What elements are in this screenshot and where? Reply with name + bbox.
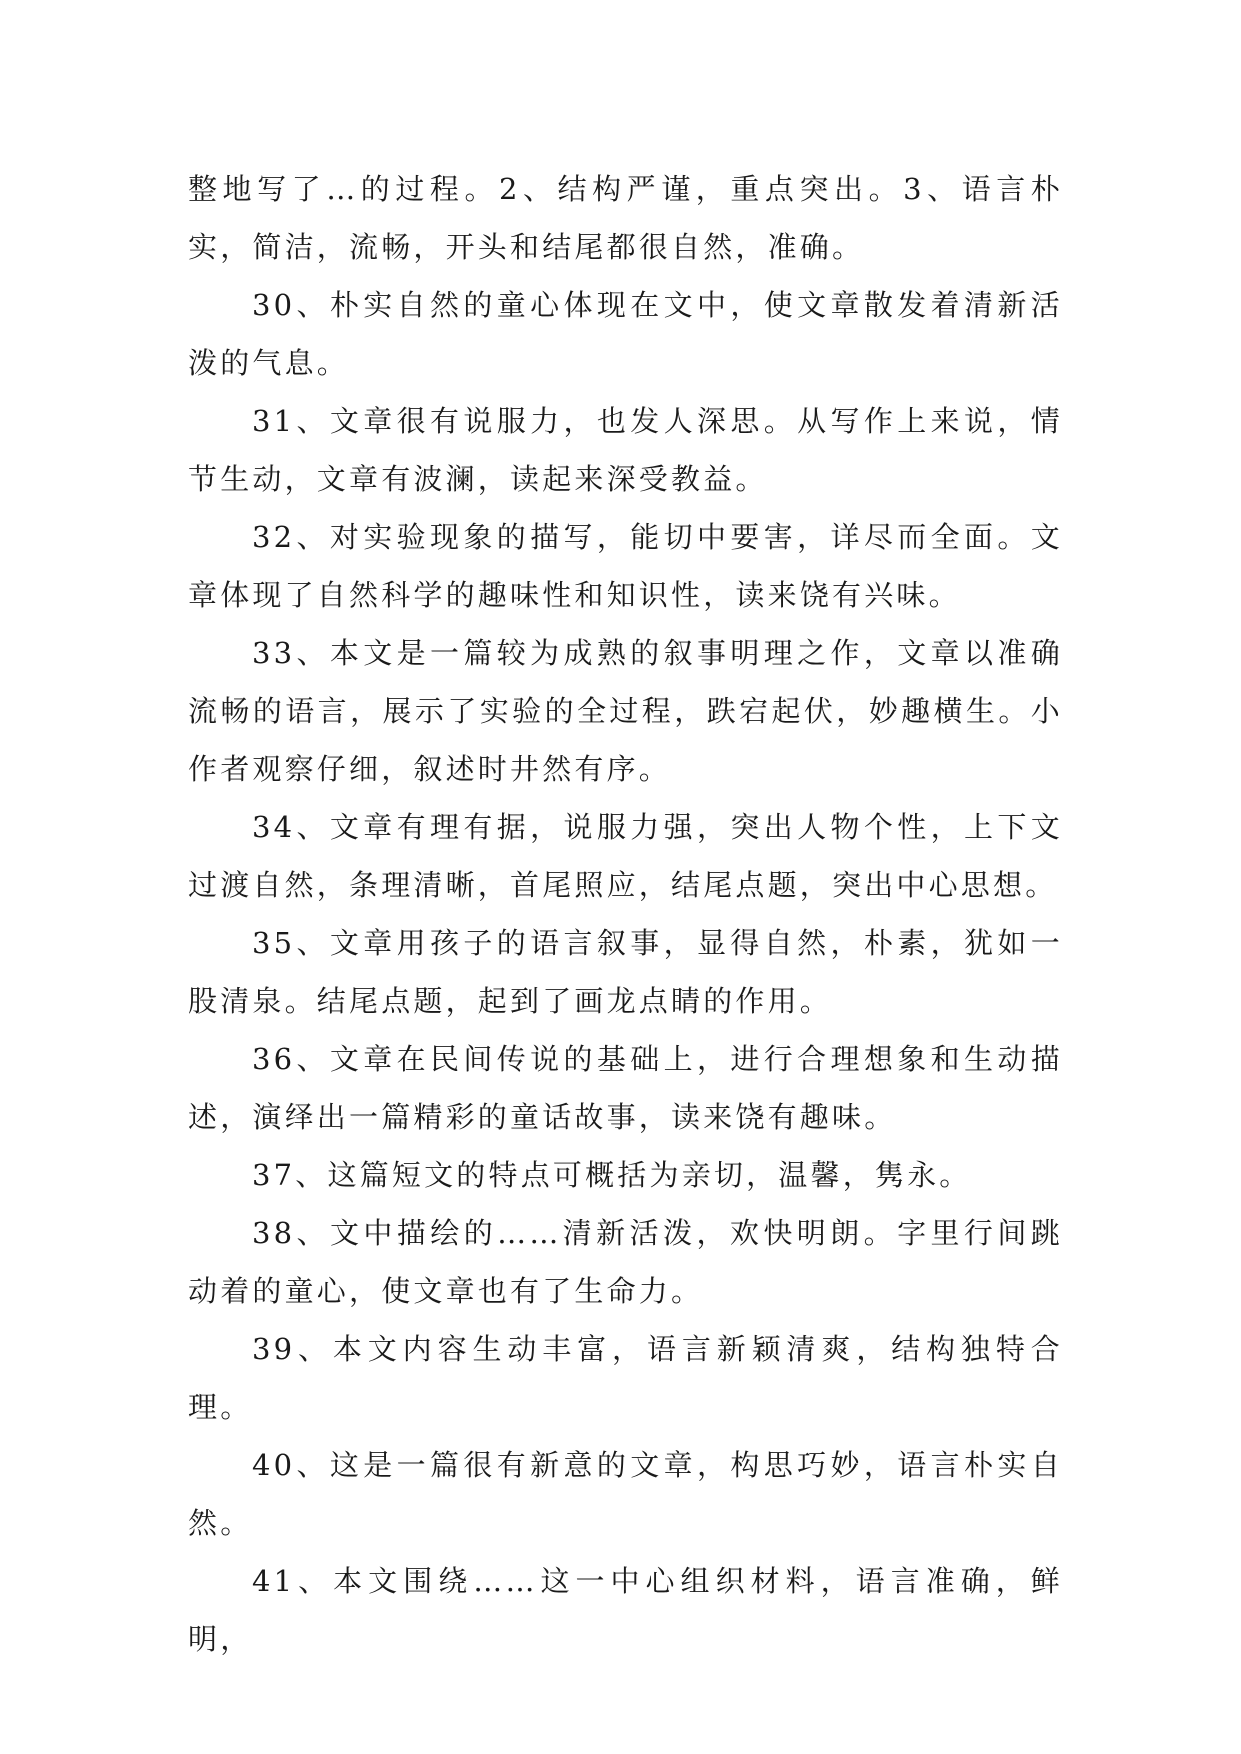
document-body xyxy=(188,160,1063,1668)
paragraph-40: 40、这是一篇很有新意的文章，构思巧妙，语言朴实自然。 xyxy=(188,1448,1063,1540)
paragraph-41: 41、本文围绕……这一中心组织材料，语言准确，鲜明， xyxy=(188,1564,1063,1656)
paragraph-36: 36、文章在民间传说的基础上，进行合理想象和生动描述，演绎出一篇精彩的童话故事，读来饶有趣味。 xyxy=(188,1042,1063,1134)
paragraph-33: 33、本文是一篇较为成熟的叙事明理之作，文章以准确流畅的语言，展示了实验的全过程，跌宕起伏，妙趣横生。小作者观察仔细，叙述时井然有序。 xyxy=(188,636,1063,786)
paragraph-38: 38、文中描绘的……清新活泼，欢快明朗。字里行间跳动着的童心，使文章也有了生命力。 xyxy=(188,1216,1063,1308)
paragraph-31: 31、文章很有说服力，也发人深思。从写作上来说，情节生动，文章有波澜，读起来深受教益。 xyxy=(188,404,1063,496)
paragraph-35: 35、文章用孩子的语言叙事，显得自然，朴素，犹如一股清泉。结尾点题，起到了画龙点睛的作用。 xyxy=(188,926,1063,1018)
paragraph-34: 34、文章有理有据，说服力强，突出人物个性，上下文过渡自然，条理清晰，首尾照应，结尾点题，突出中心思想。 xyxy=(188,810,1063,902)
paragraph-32: 32、对实验现象的描写，能切中要害，详尽而全面。文章体现了自然科学的趣味性和知识性，读来饶有兴味。 xyxy=(188,520,1063,612)
paragraph-37: 37、这篇短文的特点可概括为亲切，温馨，隽永。 xyxy=(252,1158,972,1192)
paragraph-39: 39、本文内容生动丰富，语言新颖清爽，结构独特合理。 xyxy=(188,1332,1063,1424)
paragraph-continuation: 整地写了…的过程。2、结构严谨，重点突出。3、语言朴实，简洁，流畅，开头和结尾都很自然，准确。 xyxy=(188,172,1063,264)
paragraph-30: 30、朴实自然的童心体现在文中，使文章散发着清新活泼的气息。 xyxy=(188,288,1063,380)
